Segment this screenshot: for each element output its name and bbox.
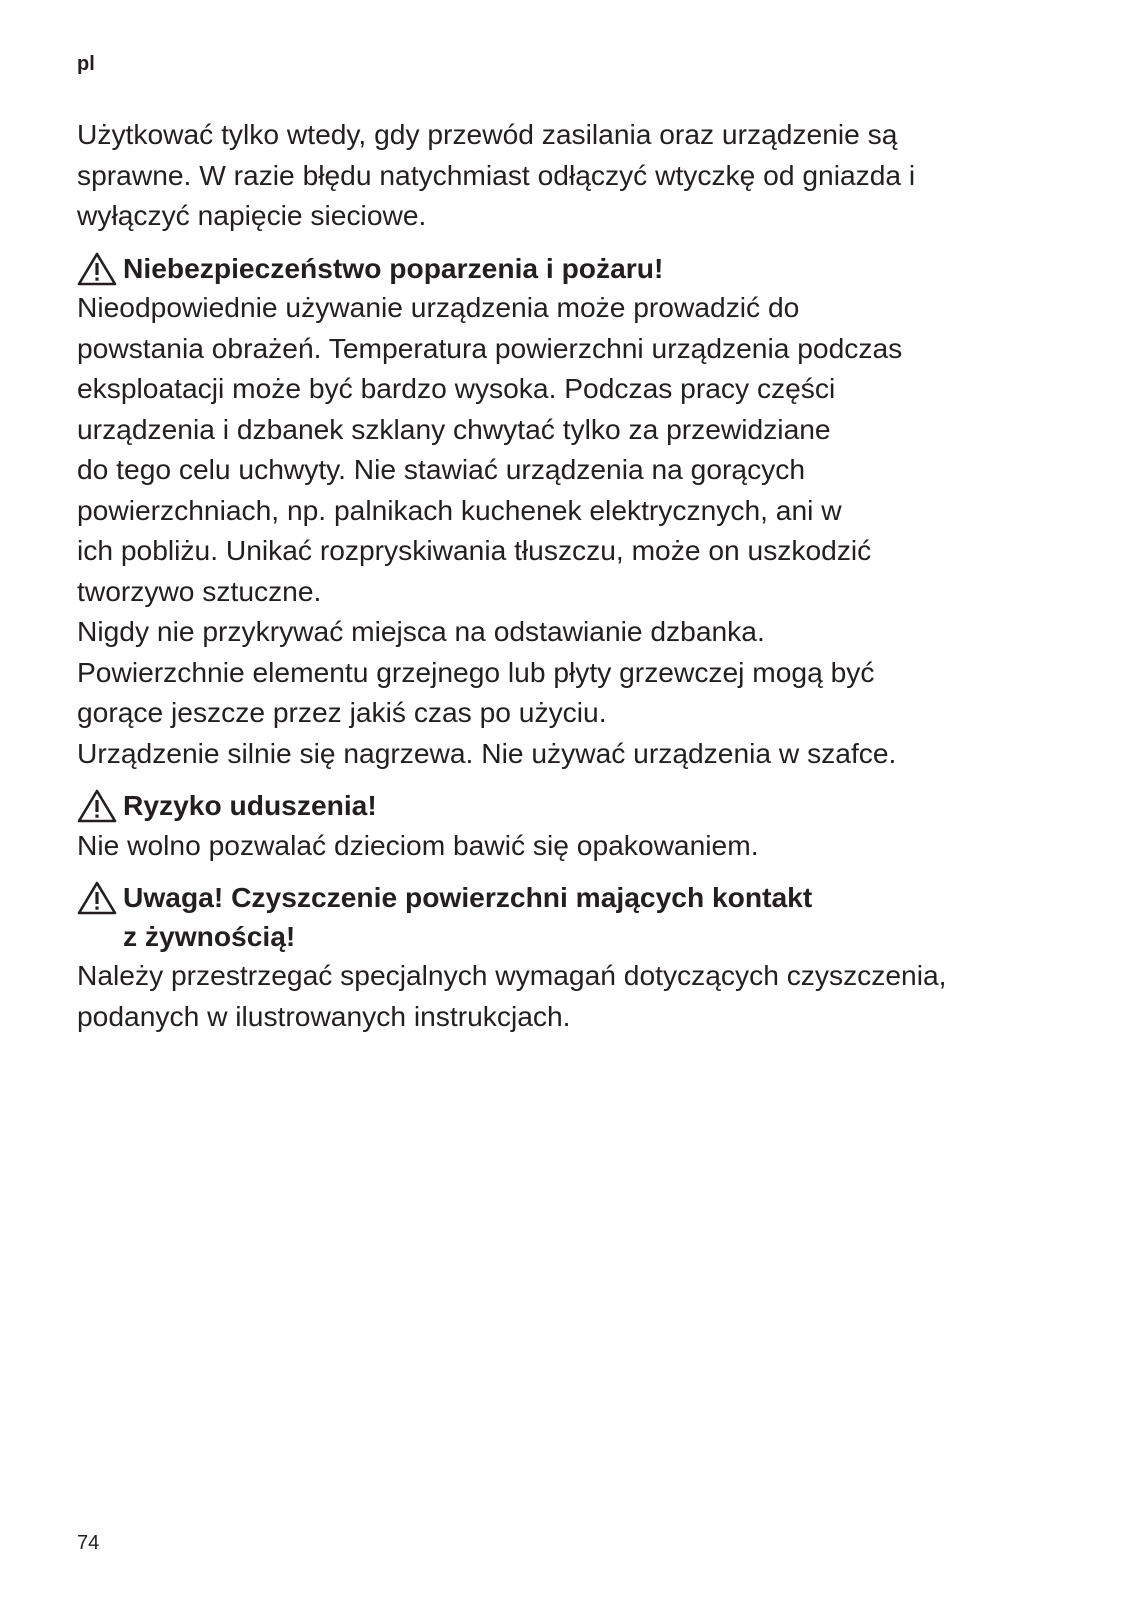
text-line: powstania obrażeń. Temperatura powierzchni urządzenia podczas (77, 331, 903, 364)
text-line: podanych w ilustrowanych instrukcjach. (77, 999, 571, 1032)
warning-title (77, 878, 1087, 955)
manual-content (77, 114, 1087, 1036)
warning-body (77, 955, 1087, 1036)
text-line: Należy przestrzegać specjalnych wymagań dotyczących czyszczenia, (77, 959, 947, 991)
text-line: urządzenia i dzbanek szklany chwytać tylko za przewidziane (77, 412, 831, 445)
page-number: 74 (77, 1532, 100, 1554)
text-line: Nieodpowiednie używanie urządzenia może prowadzić do (77, 291, 800, 323)
text-line: Urządzenie silnie się nagrzewa. Nie używać urządzenia w szafce. (77, 736, 897, 769)
warning-title (77, 786, 1087, 825)
text-line: Nigdy nie przykrywać miejsca na odstawianie dzbanka. (77, 615, 765, 647)
text-line: tworzywo sztuczne. (77, 574, 322, 607)
text-line: wyłączyć napięcie sieciowe. (77, 199, 427, 231)
warning-suffocation (77, 786, 1087, 865)
language-code: pl (77, 53, 95, 75)
text-line: do tego celu uchwyty. Nie stawiać urządzenia na gorących (77, 453, 806, 485)
intro-paragraph (77, 114, 1087, 236)
text-line: eksploatacji może być bardzo wysoka. Podczas pracy części (77, 372, 836, 404)
warning-food-contact-cleaning (77, 878, 1087, 1036)
warning-triangle-icon (77, 252, 117, 286)
warning-title-text: Niebezpieczeństwo poparzenia i pożaru! (123, 251, 664, 284)
warning-body (77, 825, 1087, 866)
warning-triangle-icon (77, 881, 117, 915)
warning-burn-fire (77, 249, 1087, 774)
text-line: Nie wolno pozwalać dzieciom bawić się opakowaniem. (77, 828, 759, 861)
text-line: ich pobliżu. Unikać rozpryskiwania tłuszczu, może on uszkodzić (77, 534, 872, 566)
warning-body (77, 287, 1087, 773)
text-line: sprawne. W razie błędu natychmiast odłączyć wtyczkę od gniazda i (77, 158, 916, 191)
warning-title-text: Ryzyko uduszenia! (123, 789, 377, 821)
warning-title (77, 249, 1087, 288)
text-line: Powierzchnie elementu grzejnego lub płyty grzewczej mogą być (77, 655, 875, 688)
warning-title-text: Uwaga! Czyszczenie powierzchni mających kontakt (123, 881, 813, 913)
text-line: gorące jeszcze przez jakiś czas po użyciu. (77, 696, 607, 728)
warning-title-text: z żywnością! (123, 919, 296, 952)
warning-triangle-icon (77, 789, 117, 823)
text-line: Użytkować tylko wtedy, gdy przewód zasilania oraz urządzenie są (77, 118, 898, 150)
text-line: powierzchniach, np. palnikach kuchenek elektrycznych, ani w (77, 493, 842, 526)
